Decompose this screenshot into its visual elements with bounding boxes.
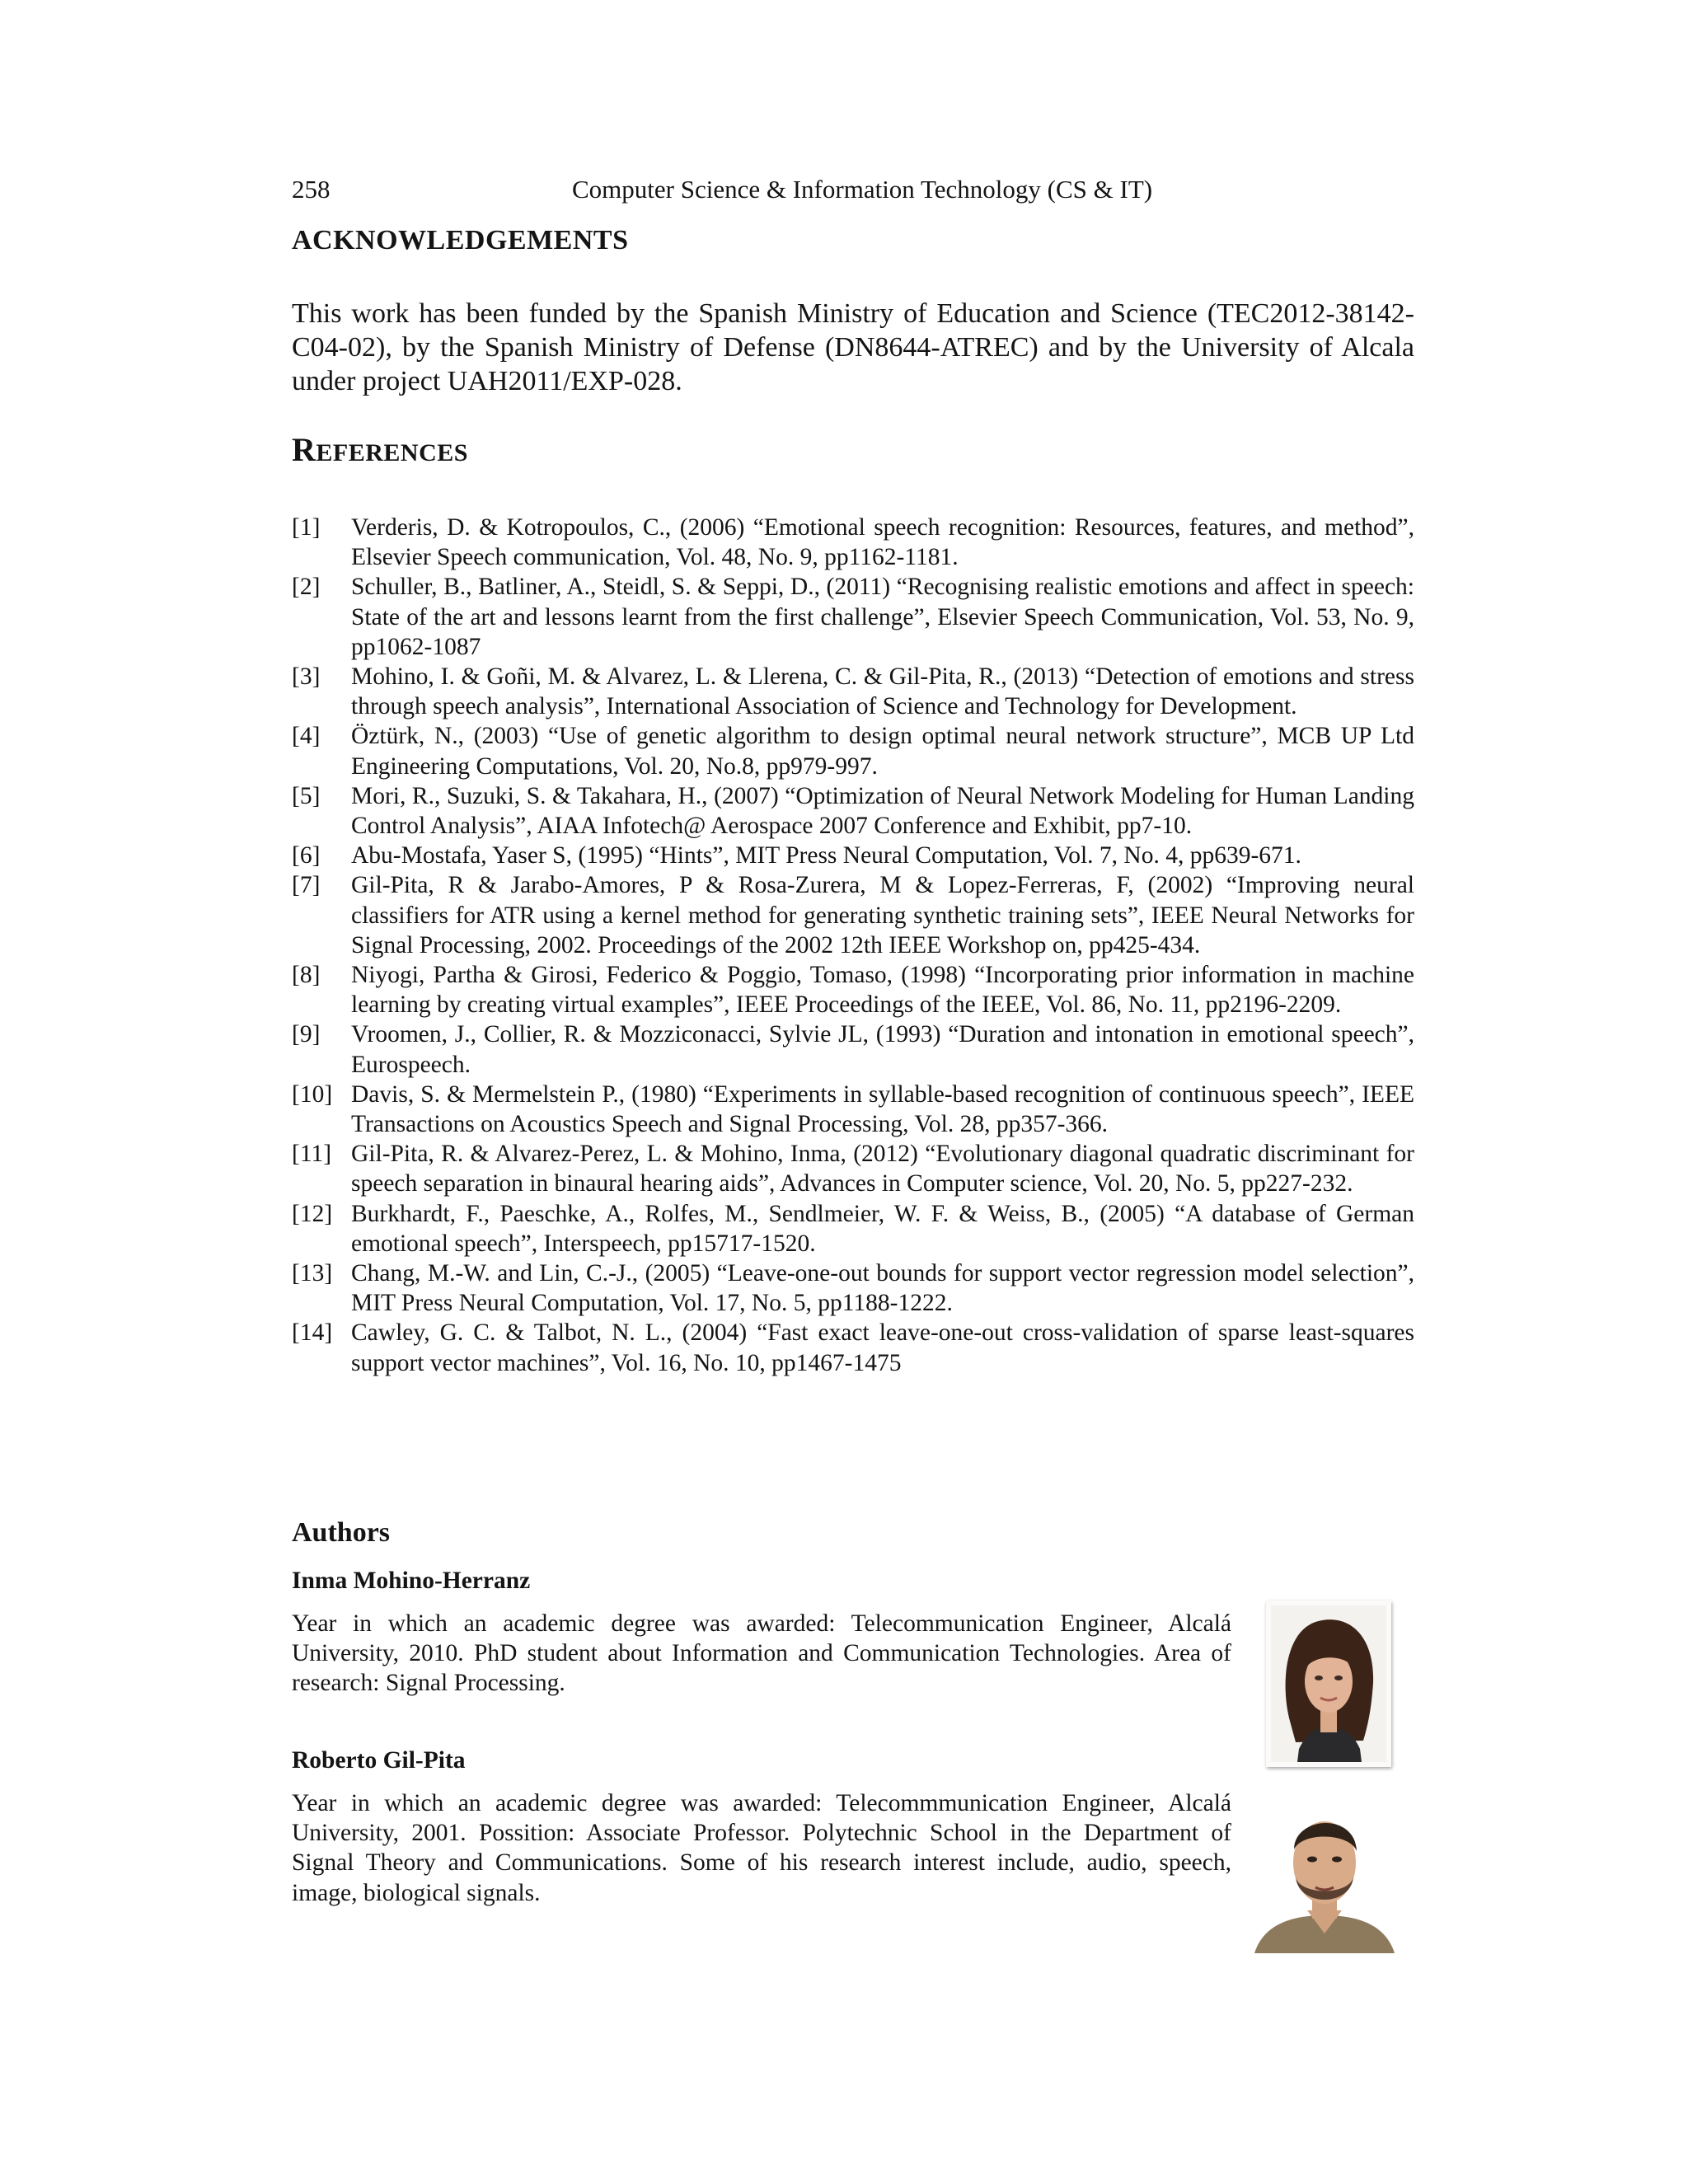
reference-item bbox=[292, 662, 1414, 721]
portrait-female-image bbox=[1266, 1601, 1391, 1767]
reference-text: Chang, M.-W. and Lin, C.-J., (2005) “Leave-one-out bounds for support vector regression model selection”, MIT Press Neural Computation, Vol. 17, No. 5, pp1188-1222. bbox=[351, 1260, 1414, 1317]
reference-item bbox=[292, 513, 1414, 572]
author-photo bbox=[1251, 1787, 1398, 1953]
reference-text: Cawley, G. C. & Talbot, N. L., (2004) “Fast exact leave-one-out cross-validation of sparse least-squares support vector machines”, Vol. 16, No. 10, pp1467-1475 bbox=[351, 1319, 1414, 1376]
reference-item bbox=[292, 781, 1414, 841]
reference-label: [10] bbox=[292, 1080, 333, 1108]
reference-text: Gil-Pita, R & Jarabo-Amores, P & Rosa-Zurera, M & Lopez-Ferreras, F, (2002) “Improving neural classifiers for ATR using a kernel method for generating synthetic training sets”, IEEE Neural Networks for Signal Processing, 2002. Proceedings of the 2002 12th IEEE Workshop on, pp425-434. bbox=[351, 872, 1414, 958]
reference-item bbox=[292, 721, 1414, 780]
references-heading-initial: R bbox=[292, 431, 316, 468]
reference-item bbox=[292, 1139, 1414, 1198]
reference-item bbox=[292, 870, 1414, 960]
reference-list bbox=[292, 513, 1414, 1378]
reference-text: Mohino, I. & Goñi, M. & Alvarez, L. & Llerena, C. & Gil-Pita, R., (2013) “Detection of emotions and stress through speech analysis”, International Association of Science and Technology for Development. bbox=[351, 663, 1414, 720]
reference-label: [14] bbox=[292, 1319, 333, 1347]
reference-item bbox=[292, 1080, 1414, 1139]
author-bio: Year in which an academic degree was awarded: Telecommunication Engineer, Alcalá University, 2010. PhD student about Information and Communication Technologies. Area of research: Signal Processing. bbox=[292, 1610, 1231, 1697]
reference-label: [4] bbox=[292, 723, 321, 750]
reference-text: Verderis, D. & Kotropoulos, C., (2006) “Emotional speech recognition: Resources, features, and method”, Elsevier Speech communication, Vol. 48, No. 9, pp1162-1181. bbox=[351, 514, 1414, 571]
reference-text: Abu-Mostafa, Yaser S, (1995) “Hints”, MIT Press Neural Computation, Vol. 7, No. 4, pp639-671. bbox=[351, 842, 1301, 869]
reference-item bbox=[292, 960, 1414, 1019]
reference-label: [5] bbox=[292, 782, 321, 809]
reference-label: [8] bbox=[292, 962, 321, 989]
reference-label: [13] bbox=[292, 1260, 333, 1287]
authors-heading: Authors bbox=[292, 1517, 391, 1548]
acknowledgements-text: This work has been funded by the Spanish Ministry of Education and Science (TEC2012-38142-C04-02), by the Spanish Ministry of Defense (DN8644-ATREC) and by the University of Alcala under project UAH2011/EXP-028. bbox=[292, 298, 1414, 396]
reference-text: Mori, R., Suzuki, S. & Takahara, H., (2007) “Optimization of Neural Network Modeling for Human Landing Control Analysis”, AIAA Infotech@ Aerospace 2007 Conference and Exhibit, pp7-10. bbox=[351, 782, 1414, 840]
acknowledgements-heading: ACKNOWLEDGEMENTS bbox=[292, 225, 629, 255]
reference-item bbox=[292, 1199, 1414, 1258]
references-heading bbox=[292, 432, 468, 471]
reference-label: [3] bbox=[292, 663, 321, 691]
reference-text: Gil-Pita, R. & Alvarez-Perez, L. & Mohino, Inma, (2012) “Evolutionary diagonal quadratic discriminant for speech separation in binaural hearing aids”, Advances in Computer science, Vol. 20, No. 5, pp227-232. bbox=[351, 1141, 1414, 1197]
reference-text: Davis, S. & Mermelstein P., (1980) “Experiments in syllable-based recognition of continuous speech”, IEEE Transactions on Acoustics Speech and Signal Processing, Vol. 28, pp357-366. bbox=[351, 1080, 1414, 1138]
reference-label: [1] bbox=[292, 514, 321, 541]
author-name: Inma Mohino-Herranz bbox=[292, 1568, 531, 1594]
reference-text: Niyogi, Partha & Girosi, Federico & Poggio, Tomaso, (1998) “Incorporating prior information in machine learning by creating virtual examples”, IEEE Proceedings of the IEEE, Vol. 86, No. 11, pp2196-2209. bbox=[351, 962, 1414, 1019]
reference-label: [6] bbox=[292, 842, 321, 869]
portrait-male-image bbox=[1251, 1787, 1398, 1953]
reference-item bbox=[292, 1019, 1414, 1079]
page-number: 258 bbox=[292, 175, 331, 204]
reference-text: Burkhardt, F., Paeschke, A., Rolfes, M., Sendlmeier, W. F. & Weiss, B., (2005) “A database of German emotional speech”, Interspeech, pp15717-1520. bbox=[351, 1200, 1414, 1257]
reference-item bbox=[292, 1258, 1414, 1318]
reference-label: [12] bbox=[292, 1200, 333, 1227]
author-photo bbox=[1266, 1601, 1391, 1767]
reference-label: [2] bbox=[292, 574, 321, 601]
journal-title: Computer Science & Information Technology (CS & IT) bbox=[572, 175, 1153, 204]
reference-item bbox=[292, 841, 1414, 870]
reference-label: [7] bbox=[292, 872, 321, 899]
reference-text: Schuller, B., Batliner, A., Steidl, S. & Seppi, D., (2011) “Recognising realistic emotions and affect in speech: State of the art and lessons learnt from the first challenge”, Elsevier Speech Communication, Vol. 53, No. 9, pp1062-1087 bbox=[351, 574, 1414, 660]
author-name: Roberto Gil-Pita bbox=[292, 1747, 466, 1774]
reference-item bbox=[292, 1318, 1414, 1377]
author-bio: Year in which an academic degree was awarded: Telecommmunication Engineer, Alcalá University, 2001. Possition: Associate Professor. Polytechnic School in the Department of Signal Theory and Communications. Some of his research interest include, audio, speech, image, biological signals. bbox=[292, 1790, 1231, 1906]
reference-text: Öztürk, N., (2003) “Use of genetic algorithm to design optimal neural network structure”, MCB UP Ltd Engineering Computations, Vol. 20, No.8, pp979-997. bbox=[351, 723, 1414, 780]
reference-label: [9] bbox=[292, 1021, 321, 1048]
reference-label: [11] bbox=[292, 1141, 332, 1168]
reference-text: Vroomen, J., Collier, R. & Mozziconacci, Sylvie JL, (1993) “Duration and intonation in emotional speech”, Eurospeech. bbox=[351, 1021, 1414, 1078]
reference-item bbox=[292, 572, 1414, 662]
references-heading-rest: EFERENCES bbox=[316, 439, 468, 466]
